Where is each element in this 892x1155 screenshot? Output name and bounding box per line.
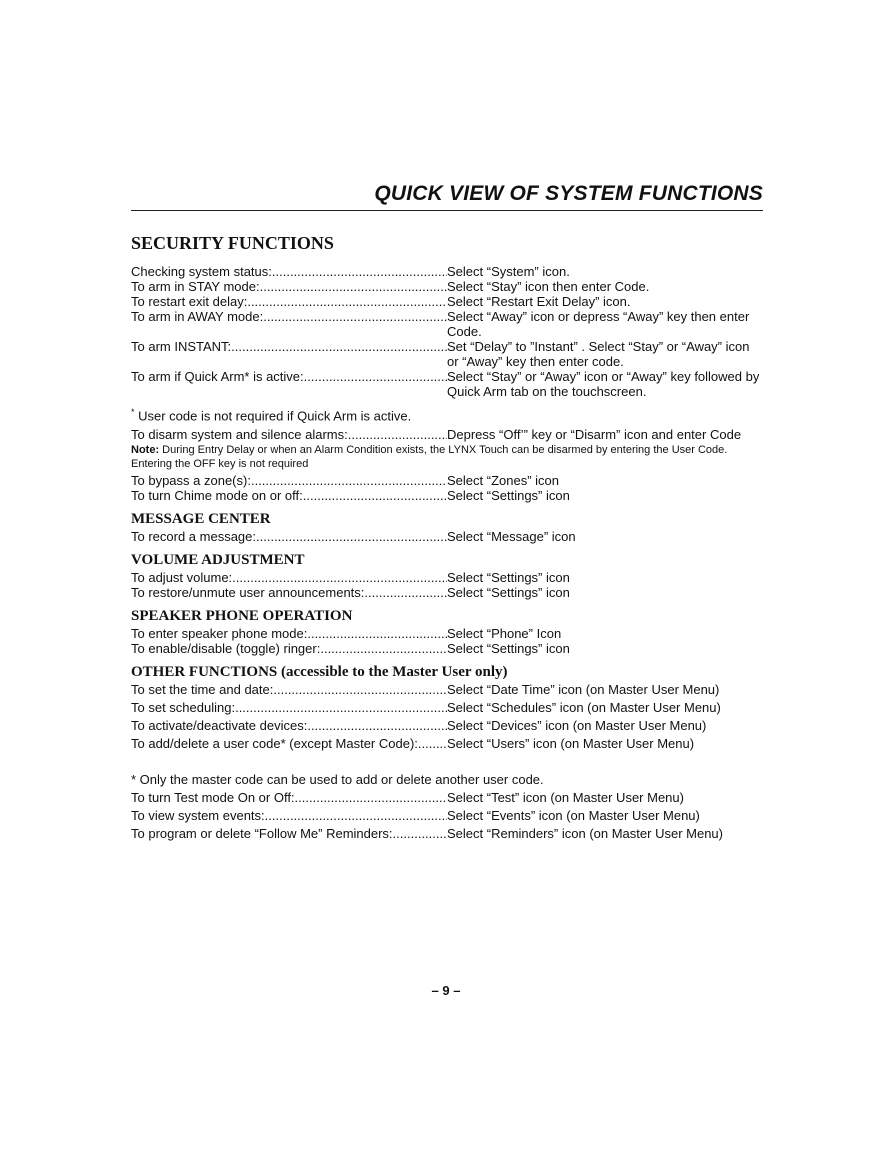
function-label: Checking system status: — [131, 264, 272, 279]
function-label: To turn Chime mode on or off: — [131, 488, 303, 504]
function-label: To bypass a zone(s): — [131, 473, 251, 489]
function-row-disarm — [131, 427, 763, 442]
note-text: During Entry Delay or when an Alarm Condition exists, the LYNX Touch can be disarmed by entering the User Code. Entering the OFF key is not required — [131, 444, 728, 471]
function-row — [131, 682, 763, 697]
function-label: To arm if Quick Arm* is active: — [131, 369, 304, 384]
function-label: To arm in AWAY mode: — [131, 309, 264, 324]
function-value: Select “System” icon. — [447, 264, 570, 279]
function-row — [131, 718, 763, 733]
function-row — [131, 790, 763, 805]
volume-adjustment-list — [131, 570, 763, 600]
function-row — [131, 570, 763, 585]
function-label: To disarm system and silence alarms: — [131, 427, 348, 443]
message-center-heading: MESSAGE CENTER — [131, 511, 271, 528]
function-row — [131, 309, 763, 339]
function-row — [131, 585, 763, 600]
volume-adjustment-heading: VOLUME ADJUSTMENT — [131, 552, 305, 569]
quick-arm-footnote — [131, 405, 763, 423]
master-code-note: * Only the master code can be used to add or delete another user code. — [131, 772, 544, 788]
function-label: To arm INSTANT: — [131, 339, 232, 354]
function-value: Select “Away” icon or depress “Away” key then enter Code. — [447, 309, 750, 339]
function-label: To record a message: — [131, 529, 257, 545]
security-functions-list — [131, 264, 763, 399]
function-value: Set “Delay” to ”Instant” . Select “Stay” or “Away” icon or “Away” key then enter code. — [447, 339, 750, 369]
entry-delay-note — [131, 443, 763, 471]
footnote-text: User code is not required if Quick Arm is active. — [134, 408, 412, 424]
function-label: To set scheduling: — [131, 700, 236, 716]
other-functions-heading: OTHER FUNCTIONS (accessible to the Master User only) — [131, 664, 508, 681]
function-value: Select “Test” icon (on Master User Menu) — [447, 790, 684, 806]
function-label: To enter speaker phone mode: — [131, 626, 308, 642]
function-row — [131, 264, 763, 279]
function-row — [131, 626, 763, 641]
speaker-phone-heading: SPEAKER PHONE OPERATION — [131, 608, 353, 625]
function-label: To arm in STAY mode: — [131, 279, 260, 294]
function-row — [131, 369, 763, 399]
function-value: Select “Settings” icon — [447, 488, 570, 504]
function-label: To adjust volume: — [131, 570, 233, 586]
function-row — [131, 529, 763, 544]
speaker-phone-list — [131, 626, 763, 656]
function-value: Select “Settings” icon — [447, 641, 570, 657]
function-label: To set the time and date: — [131, 682, 274, 698]
message-center-list — [131, 529, 763, 544]
function-value: Select “Stay” icon then enter Code. — [447, 279, 650, 294]
function-row — [131, 736, 763, 751]
function-label: To view system events: — [131, 808, 265, 824]
header-rule — [131, 210, 763, 211]
page-content — [131, 232, 763, 841]
function-value: Select “Users” icon (on Master User Menu) — [447, 736, 695, 752]
function-value: Select “Message” icon — [447, 529, 576, 545]
page-header-title: QUICK VIEW OF SYSTEM FUNCTIONS — [374, 182, 763, 205]
function-value: Select “Events” icon (on Master User Menu) — [447, 808, 700, 824]
function-value: Select “Settings” icon — [447, 585, 570, 601]
function-label: To enable/disable (toggle) ringer: — [131, 641, 321, 657]
function-value: Select “Settings” icon — [447, 570, 570, 586]
security-functions-heading: SECURITY FUNCTIONS — [131, 233, 334, 253]
function-label: To activate/deactivate devices: — [131, 718, 308, 734]
function-value: Select “Reminders” icon (on Master User Menu) — [447, 826, 723, 842]
function-value: Select “Schedules” icon (on Master User Menu) — [447, 700, 721, 716]
function-value: Select “Date Time” icon (on Master User Menu) — [447, 682, 720, 698]
function-label: To restore/unmute user announcements: — [131, 585, 365, 601]
function-row — [131, 808, 763, 823]
footnote-star: * — [131, 407, 135, 417]
function-row — [131, 339, 763, 369]
function-label: To restart exit delay: — [131, 294, 248, 309]
other-functions-list — [131, 682, 763, 751]
security-functions-list-2 — [131, 473, 763, 503]
function-row — [131, 826, 763, 841]
function-row — [131, 473, 763, 488]
function-value: Select “Zones” icon — [447, 473, 559, 489]
function-row — [131, 279, 763, 294]
function-label: To add/delete a user code* (except Master Code): — [131, 736, 418, 752]
function-row — [131, 641, 763, 656]
function-value: Depress “Off’” key or “Disarm” icon and enter Code — [447, 427, 742, 443]
function-row — [131, 294, 763, 309]
function-row — [131, 488, 763, 503]
function-value: Select “Devices” icon (on Master User Menu) — [447, 718, 707, 734]
function-value: Select “Phone” Icon — [447, 626, 562, 642]
note-label: Note: — [131, 444, 160, 457]
function-row — [131, 700, 763, 715]
function-label: To turn Test mode On or Off: — [131, 790, 295, 806]
other-functions-list-2 — [131, 790, 763, 841]
function-value: Select “Restart Exit Delay” icon. — [447, 294, 631, 309]
page-number: – 9 – — [431, 983, 461, 998]
function-label: To program or delete “Follow Me” Reminders: — [131, 826, 393, 842]
function-value: Select “Stay” or “Away” icon or “Away” key followed by Quick Arm tab on the touchscreen. — [447, 369, 760, 399]
